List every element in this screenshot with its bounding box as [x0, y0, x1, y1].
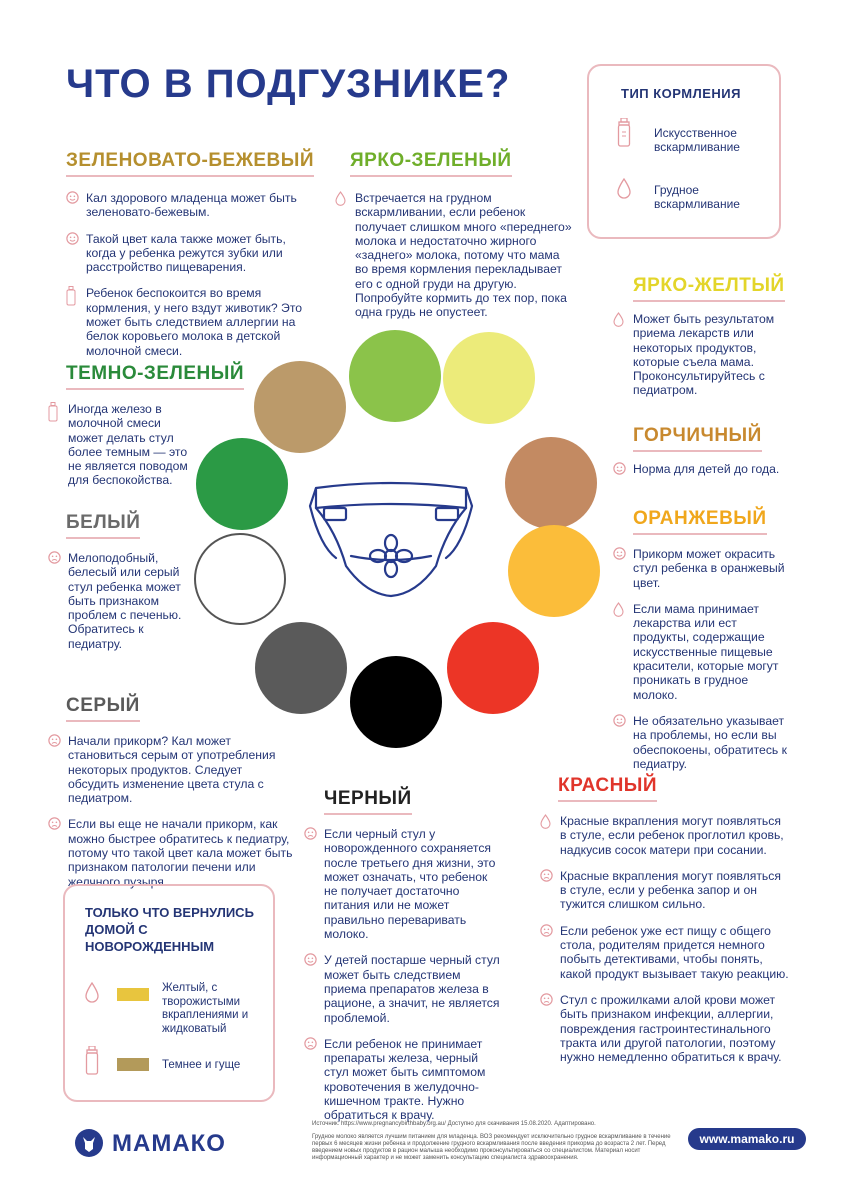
milk-drop-icon — [617, 178, 631, 200]
section-red — [540, 775, 790, 1076]
bottle-icon — [66, 286, 80, 300]
swatch-mustard — [505, 437, 597, 529]
green-beige-heading: ЗЕЛЕНОВАТО-БЕЖЕВЫЙ — [66, 150, 314, 177]
feeding-type-box — [587, 64, 781, 239]
swatch-dark-green — [196, 438, 288, 530]
list-item: Если мама принимает лекарства или ест продукты, содержащие искусственные пищевые красители, которые могут проникать в грудное молоко. — [613, 602, 795, 702]
list-item: Стул с прожилками алой крови может быть признаком инфекции, аллергии, повреждения гастроинтестинального тракта или другой патологии, поэтому нужно немедленно обратиться к врачу. — [540, 993, 790, 1064]
list-item: Мелоподобный, белесый или серый стул ребенка может быть признаком проблем с печенью. Обратитесь к педиатру. — [48, 551, 198, 651]
bright-green-heading: ЯРКО-ЗЕЛЕНЫЙ — [350, 150, 512, 177]
list-item: Может быть результатом приема лекарств или некоторых продуктов, которые съела мама. Проконсультируйтесь с педиатром. — [613, 312, 793, 398]
milk-drop-icon — [85, 982, 99, 1004]
sad-face-icon — [304, 1037, 318, 1051]
smile-icon — [66, 191, 80, 205]
list-item: Кал здорового младенца может быть зеленовато-бежевым. — [66, 191, 306, 220]
newborn-box — [63, 884, 275, 1102]
section-orange — [613, 508, 795, 783]
feeding-breast-label: Грудное вскармливание — [654, 183, 740, 212]
list-item: Прикорм может окрасить стул ребенка в оранжевый цвет. — [613, 547, 795, 590]
list-item: Красные вкрапления могут появляться в стуле, если ребенок проглотил кровь, надкусив сосок матери при сосании. — [540, 814, 790, 857]
section-bright-green — [335, 150, 575, 332]
list-item: Встречается на грудном вскармливании, если ребенок получает слишком много «переднего» молока и недостаточно жирного «заднего» молока, потому что мама во время кормления перекладывает его с одной груди на другую. Попробуйте кормить до тех пор, пока одна грудь не опустеет. — [335, 191, 575, 320]
newborn-formula-swatch — [117, 1058, 149, 1071]
milk-drop-icon — [613, 602, 627, 616]
bottle-icon — [85, 1046, 99, 1076]
swatch-white — [194, 533, 286, 625]
section-black — [304, 788, 500, 1135]
sad-face-icon — [540, 993, 554, 1007]
list-item: Красные вкрапления могут появляться в стуле, если у ребенка запор и он тужится слишком сильно. — [540, 869, 790, 912]
feeding-type-heading: ТИП КОРМЛЕНИЯ — [621, 86, 741, 101]
sad-face-icon — [540, 869, 554, 883]
goat-logo-icon — [74, 1128, 104, 1158]
red-heading: КРАСНЫЙ — [558, 775, 657, 802]
website-link[interactable]: www.mamako.ru — [688, 1128, 806, 1150]
dark-green-heading: ТЕМНО-ЗЕЛЕНЫЙ — [66, 363, 244, 390]
diaper-icon — [306, 476, 476, 606]
newborn-breast-swatch — [117, 988, 149, 1001]
sad-face-icon — [48, 551, 62, 565]
mustard-heading: ГОРЧИЧНЫЙ — [633, 425, 762, 452]
gray-heading: СЕРЫЙ — [66, 695, 140, 722]
list-item: Если ребенок не принимает препараты железа, черный стул может быть симптомом кровотечения в желудочно-кишечном тракте. Нужно обратиться к врачу. — [304, 1037, 500, 1123]
swatch-green-beige — [254, 361, 346, 453]
brand-name: МАМАКО — [112, 1130, 226, 1157]
list-item: Иногда железо в молочной смеси может делать стул более темным — это не является поводом для беспокойства. — [48, 402, 198, 488]
section-white — [48, 512, 198, 663]
list-item: Если ребенок уже ест пищу с общего стола, родителям придется немного побыть детективами, чтобы понять, какой продукт вызывает такую реакцию. — [540, 924, 790, 981]
newborn-formula-label: Темнее и гуще — [162, 1059, 241, 1071]
swatch-gray — [255, 622, 347, 714]
smile-icon — [66, 232, 80, 246]
footer-source: Источник: https://www.pregnancybirthbaby.org.au/ Доступно для скачивания 15.08.2020. Адаптировано. — [312, 1121, 596, 1127]
smile-icon — [613, 462, 627, 476]
list-item: Если черный стул у новорожденного сохраняется после третьего дня жизни, это может означать, что ребенок не получает достаточно питания или не может правильно переваривать молоко. — [304, 827, 500, 941]
sad-face-icon — [48, 817, 62, 831]
bottle-icon — [617, 118, 631, 148]
newborn-breast-label: Желтый, с творожистыми вкраплениями и жидковатый — [162, 982, 249, 1035]
section-dark-green — [48, 363, 244, 500]
sad-face-icon — [304, 827, 318, 841]
list-item: Норма для детей до года. — [613, 462, 793, 476]
section-gray — [48, 695, 293, 901]
swatch-black — [350, 656, 442, 748]
white-heading: БЕЛЫЙ — [66, 512, 140, 539]
list-item: У детей постарше черный стул может быть следствием приема препаратов железа в рационе, а значит, не является проблемой. — [304, 953, 500, 1024]
milk-drop-icon — [540, 814, 554, 828]
orange-heading: ОРАНЖЕВЫЙ — [633, 508, 767, 535]
page-title: ЧТО В ПОДГУЗНИКЕ? — [66, 62, 511, 106]
list-item: Начали прикорм? Кал может становиться серым от употребления некоторых продуктов. Следует обсудить изменение цвета стула с педиатром. — [48, 734, 293, 805]
section-mustard — [613, 425, 793, 488]
milk-drop-icon — [335, 191, 349, 205]
black-heading: ЧЕРНЫЙ — [324, 788, 412, 815]
bottle-icon — [48, 402, 62, 416]
bright-yellow-heading: ЯРКО-ЖЕЛТЫЙ — [633, 275, 785, 302]
section-green-beige — [66, 150, 315, 370]
list-item: Ребенок беспокоится во время кормления, у него вздут животик? Это может быть следствием аллергии на белок коровьего молока в детской молочной смеси. — [66, 286, 306, 357]
sad-face-icon — [48, 734, 62, 748]
list-item: Такой цвет кала также может быть, когда у ребенка режутся зубки или расстройство пищеварения. — [66, 232, 306, 275]
footer-note: Грудное молоко является лучшим питанием для младенца. ВОЗ рекомендует исключительно грудное вскармливание в течение первых 6 месяцев жизни ребенка и продолжение грудного вскармливания после введения прикорма до возраста 2 лет. Перед введением новых продуктов в рацион малыша необходимо проконсультироваться со специалистом. Материал носит информационный характер и не может заменить консультацию специалиста здравоохранения. — [312, 1134, 671, 1161]
list-item: Если вы еще не начали прикорм, как можно быстрее обратитесь к педиатру, потому что такой цвет кала может быть признаком патологии печени или желчного пузыря. — [48, 817, 293, 888]
smile-icon — [304, 953, 318, 967]
milk-drop-icon — [613, 312, 627, 326]
section-bright-yellow — [613, 275, 793, 410]
smile-icon — [613, 547, 627, 561]
feeding-formula-label: Искусственное вскармливание — [654, 126, 740, 155]
newborn-heading: ТОЛЬКО ЧТО ВЕРНУЛИСЬ ДОМОЙ С НОВОРОЖДЕННЫМ — [85, 905, 254, 954]
swatch-red — [447, 622, 539, 714]
sad-face-icon — [540, 924, 554, 938]
swatch-bright-yellow — [443, 332, 535, 424]
smile-icon — [613, 714, 627, 728]
swatch-orange — [508, 525, 600, 617]
list-item: Не обязательно указывает на проблемы, но если вы обеспокоены, обратитесь к педиатру. — [613, 714, 795, 771]
swatch-bright-green — [349, 330, 441, 422]
